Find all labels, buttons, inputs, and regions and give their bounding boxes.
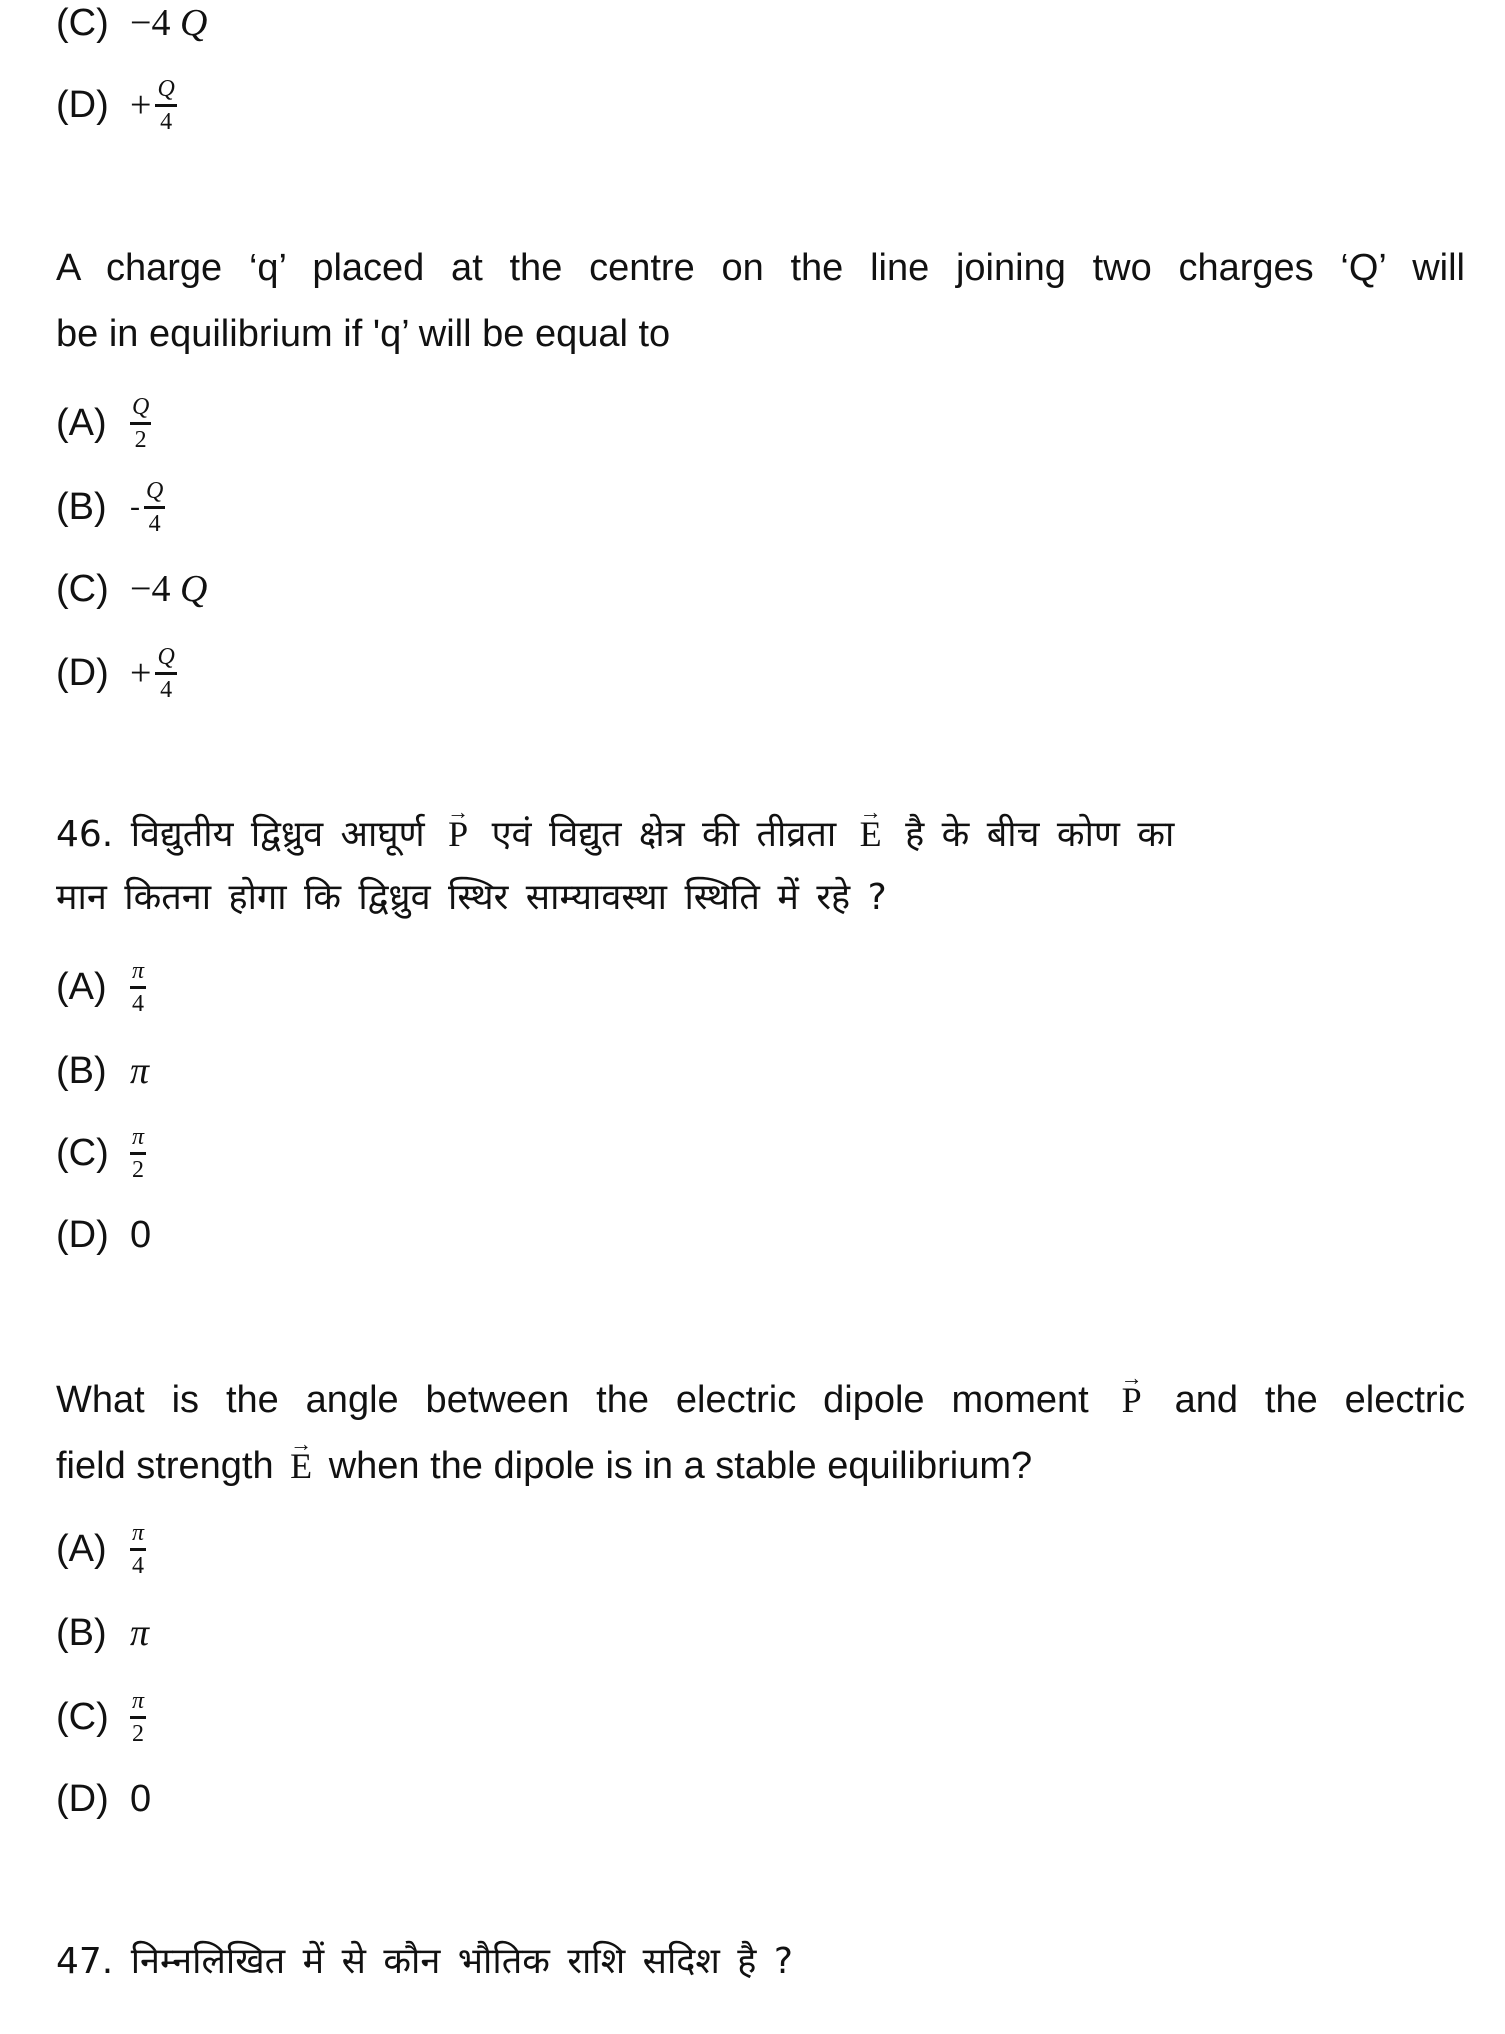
q45-option-c[interactable]	[56, 554, 207, 624]
q46-en-option-c[interactable]	[56, 1682, 146, 1752]
option-label: (D)	[56, 651, 109, 694]
vector-p-symbol: → P	[1122, 1378, 1142, 1422]
option-label: (D)	[56, 83, 109, 126]
question-46-english-line1: What is the angle between the electric dipole moment → P and the electric	[56, 1378, 1465, 1422]
vector-e-symbol: → E	[860, 812, 882, 856]
option-value: 0	[130, 1777, 152, 1820]
q46-hi-option-b[interactable]	[56, 1036, 149, 1106]
question-number: 47.	[56, 1941, 114, 1982]
option-value: − 4 Q	[130, 2, 208, 44]
fraction: $\frac{Q}{2}$	[132, 393, 150, 453]
option-d-prev[interactable]: (D) + $\frac{Q}{4}$	[56, 75, 175, 135]
question-46-hindi-line1: 46. विद्युतीय द्विध्रुव आघूर्ण → P एवं विद्युत क्षेत्र की तीव्रता → E है के बीच कोण का	[56, 812, 1465, 857]
question-47-hindi: 47. निम्नलिखित में से कौन भौतिक राशि सदिश है ?	[56, 1941, 793, 1982]
option-label: (C)	[56, 1131, 109, 1174]
question-number: 46.	[56, 814, 114, 855]
option-c-prev[interactable]	[56, 0, 207, 58]
fraction: $\frac{\pi}{2}$	[132, 1123, 145, 1183]
option-label: (C)	[56, 1, 109, 44]
option-label: (B)	[56, 485, 107, 528]
option-value: π	[130, 1612, 150, 1654]
option-value: π	[130, 1050, 150, 1092]
fraction: $\frac{Q}{4}$	[146, 477, 164, 537]
fraction: $\frac{\pi}{4}$	[132, 957, 145, 1017]
question-45-text-line2: be in equilibrium if 'q’ will be equal to	[56, 313, 671, 355]
option-label: (A)	[56, 965, 107, 1008]
option-value: 0	[130, 1213, 152, 1256]
q45-option-b[interactable]: (B) - $\frac{Q}{4}$	[56, 477, 164, 537]
question-45-text-line1: A charge ‘q’ placed at the centre on the line joining two charges ‘Q’ will	[56, 247, 1465, 289]
q46-hi-option-c[interactable]	[56, 1118, 146, 1188]
q46-en-option-b[interactable]	[56, 1598, 149, 1668]
option-label: (B)	[56, 1049, 107, 1092]
question-46-hindi-line2: मान कितना होगा कि द्विध्रुव स्थिर साम्यावस्था स्थिति में रहे ?	[56, 877, 887, 918]
option-label: (A)	[56, 1527, 107, 1570]
fraction: $\frac{Q}{4}$	[157, 643, 175, 703]
fraction: $\frac{\pi}{2}$	[132, 1687, 145, 1747]
option-label: (C)	[56, 1695, 109, 1738]
vector-p-symbol: → P	[448, 812, 468, 856]
fraction: $\frac{Q}{4}$	[157, 75, 175, 135]
question-46-english-line2: field strength → E when the dipole is in a stable equilibrium?	[56, 1444, 1465, 1488]
q46-en-option-d[interactable]	[56, 1764, 151, 1834]
q46-en-option-a[interactable]	[56, 1514, 146, 1584]
option-label: (B)	[56, 1611, 107, 1654]
fraction: $\frac{\pi}{4}$	[132, 1519, 145, 1579]
option-label: (D)	[56, 1777, 109, 1820]
q45-option-a[interactable]	[56, 388, 151, 458]
q46-hi-option-a[interactable]	[56, 952, 146, 1022]
option-label: (D)	[56, 1213, 109, 1256]
option-label: (A)	[56, 401, 107, 444]
vector-e-symbol: → E	[290, 1444, 312, 1488]
q46-hi-option-d[interactable]	[56, 1200, 151, 1270]
q45-option-d[interactable]: (D) + $\frac{Q}{4}$	[56, 643, 175, 703]
option-label: (C)	[56, 567, 109, 610]
option-value: − 4 Q	[130, 568, 208, 610]
